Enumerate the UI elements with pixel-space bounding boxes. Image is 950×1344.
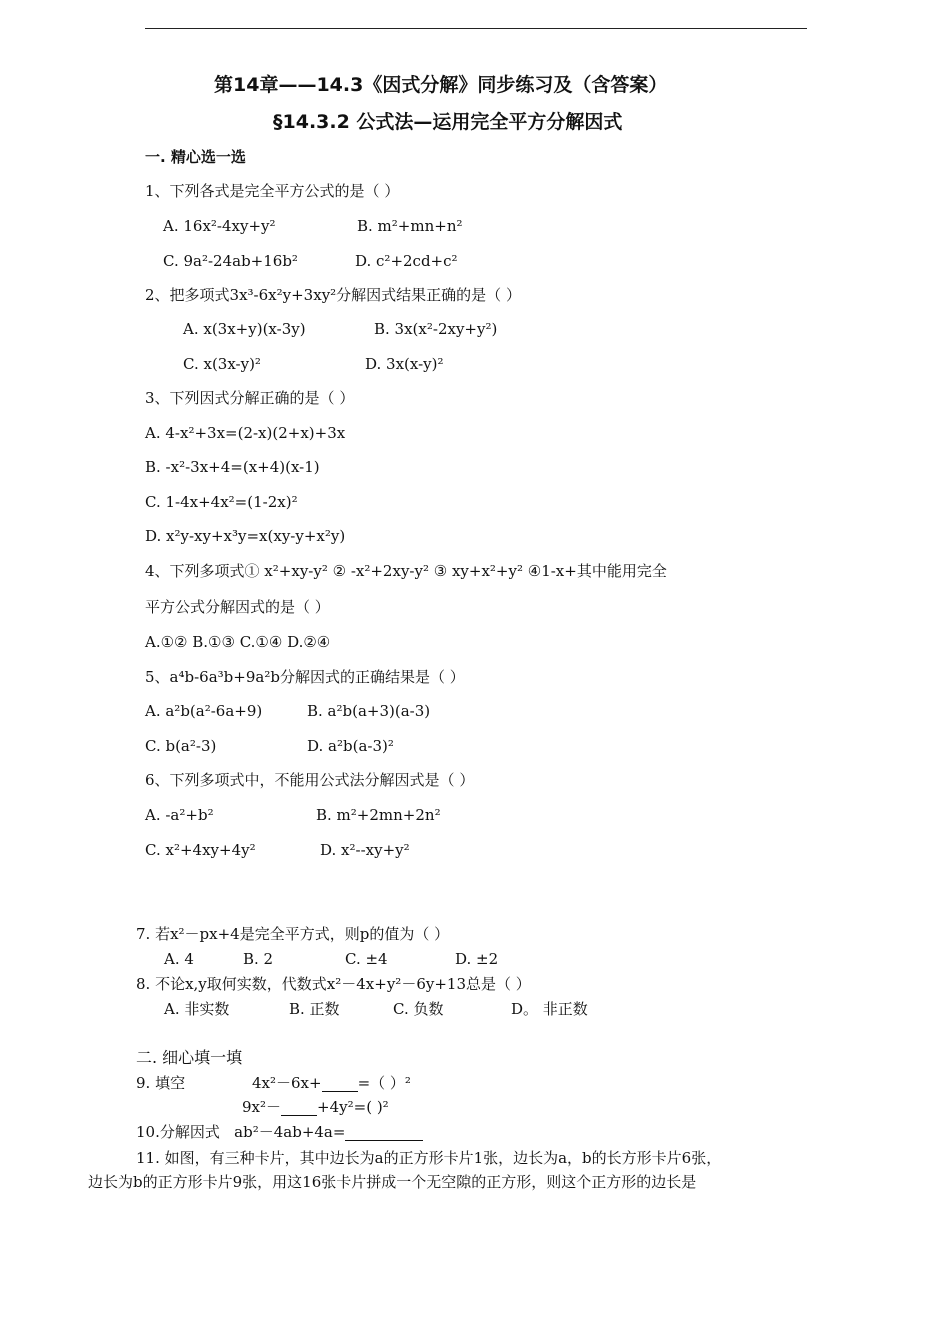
question-1-option-d: D. c²+2cd+c²: [355, 252, 458, 270]
question-1-option-c: C. 9a²-24ab+16b²: [163, 252, 298, 270]
question-9-line-1-tail: =（ ）²: [357, 1074, 411, 1092]
question-6-option-b: B. m²+2mn+2n²: [316, 806, 441, 824]
question-11-line-2: 边长为b的正方形卡片9张，用这16张卡片拼成一个无空隙的正方形，则这个正方形的边长是: [88, 1173, 697, 1191]
question-5-option-a: A. a²b(a²-6a+9): [145, 702, 263, 720]
question-9-blank-1[interactable]: [322, 1075, 358, 1092]
question-5-option-b: B. a²b(a+3)(a-3): [307, 702, 431, 720]
question-8-option-c: C. 负数: [393, 1000, 444, 1018]
question-1-stem: 1、下列各式是完全平方公式的是（ ）: [145, 182, 400, 200]
question-9-line-1-expression: 4x²－6x+: [252, 1074, 322, 1092]
question-10-expression: ab²－4ab+4a=: [234, 1123, 346, 1141]
section-heading-choice: 一. 精心选一选: [145, 148, 246, 166]
question-7-option-b: B. 2: [243, 950, 274, 968]
question-8-stem: 8. 不论x,y取何实数，代数式x²－4x+y²－6y+13总是（ ）: [136, 975, 531, 993]
question-10-blank[interactable]: [345, 1124, 423, 1141]
question-1-option-a: A. 16x²-4xy+y²: [163, 217, 276, 235]
question-3-option-b: B. -x²-3x+4=(x+4)(x-1): [145, 458, 320, 476]
question-9-line-1: [252, 1073, 411, 1093]
question-8-option-d: D。 非正数: [511, 1000, 588, 1018]
question-6-option-c: C. x²+4xy+4y²: [145, 841, 256, 859]
question-1-option-b: B. m²+mn+n²: [357, 217, 463, 235]
question-9-blank-2[interactable]: [281, 1099, 317, 1116]
question-9-label: 9. 填空: [136, 1074, 186, 1092]
question-5-stem: 5、a⁴b-6a³b+9a²b分解因式的正确结果是（ ）: [145, 668, 465, 686]
question-5-option-d: D. a²b(a-3)²: [307, 737, 394, 755]
question-4-stem-line-2: 平方公式分解因式的是（ ）: [145, 598, 330, 616]
question-6-option-a: A. -a²+b²: [145, 806, 214, 824]
question-3-option-d: D. x²y-xy+x³y=x(xy-y+x²y): [145, 527, 346, 545]
question-4-options: A.①② B.①③ C.①④ D.②④: [145, 633, 331, 651]
header-rule: [145, 28, 807, 29]
question-7-stem: 7. 若x²－px+4是完全平方式，则p的值为（ ）: [136, 925, 450, 943]
question-3-option-c: C. 1-4x+4x²=(1-2x)²: [145, 493, 298, 511]
question-2-option-b: B. 3x(x²-2xy+y²): [374, 320, 498, 338]
page-subtitle: §14.3.2 公式法—运用完全平方分解因式: [273, 111, 623, 133]
question-7-option-c: C. ±4: [345, 950, 388, 968]
question-4-stem-line-1: 4、下列多项式① x²+xy-y² ② -x²+2xy-y² ③ xy+x²+y² ④1-x+其中能用完全: [145, 562, 667, 580]
question-7-option-a: A. 4: [164, 950, 194, 968]
question-9-line-2-expression: 9x²－: [242, 1098, 282, 1116]
question-6-option-d: D. x²--xy+y²: [320, 841, 410, 859]
question-8-option-b: B. 正数: [289, 1000, 340, 1018]
question-3-option-a: A. 4-x²+3x=(2-x)(2+x)+3x: [145, 424, 346, 442]
question-7-option-d: D. ±2: [455, 950, 499, 968]
page-title: 第14章——14.3《因式分解》同步练习及（含答案）: [214, 74, 668, 96]
question-2-option-d: D. 3x(x-y)²: [365, 355, 444, 373]
question-11-line-1: 11. 如图，有三种卡片，其中边长为a的正方形卡片1张，边长为a，b的长方形卡片6张，: [136, 1149, 722, 1167]
question-2-stem: 2、把多项式3x³-6x²y+3xy²分解因式结果正确的是（ ）: [145, 286, 521, 304]
question-3-stem: 3、下列因式分解正确的是（ ）: [145, 389, 355, 407]
question-9-line-2: [242, 1097, 389, 1117]
question-10-label: 10.分解因式: [136, 1123, 220, 1141]
question-5-option-c: C. b(a²-3): [145, 737, 217, 755]
question-2-option-a: A. x(3x+y)(x-3y): [183, 320, 306, 338]
question-8-option-a: A. 非实数: [164, 1000, 230, 1018]
question-9-line-2-tail: +4y²=( )²: [317, 1098, 389, 1116]
question-2-option-c: C. x(3x-y)²: [183, 355, 261, 373]
section-heading-fill: 二. 细心填一填: [136, 1048, 243, 1067]
question-10: [136, 1122, 423, 1142]
question-6-stem: 6、下列多项式中，不能用公式法分解因式是（ ）: [145, 771, 475, 789]
